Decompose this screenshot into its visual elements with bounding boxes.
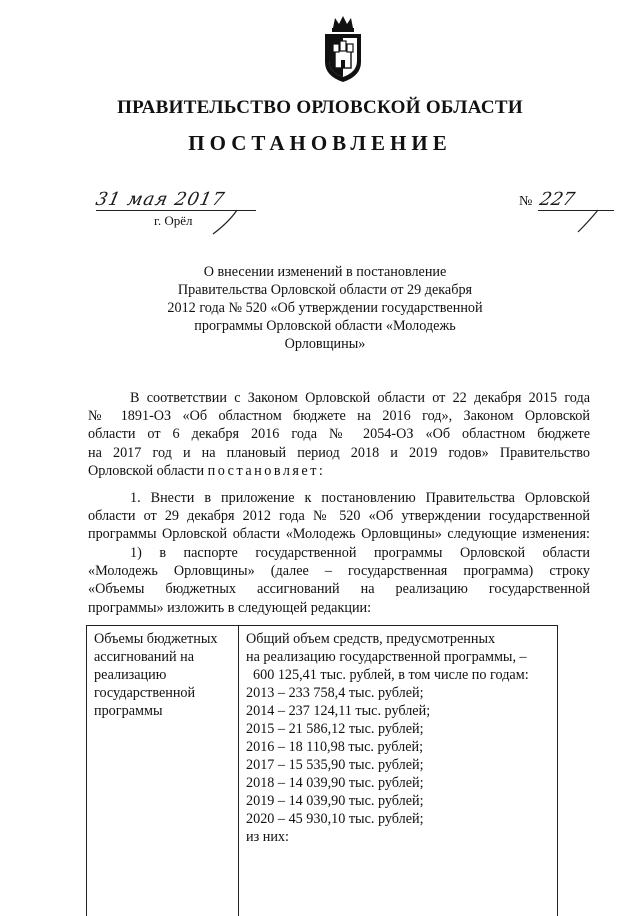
cell-line: на реализацию государственной программы, – <box>246 649 527 665</box>
orel-region-coat-of-arms-icon <box>321 14 365 84</box>
cell-line: 2013 – 233 758,4 тыс. рублей; <box>246 685 424 701</box>
cell-line: реализацию <box>94 667 167 683</box>
document-subject <box>140 263 510 353</box>
cell-line: 2019 – 14 039,90 тыс. рублей; <box>246 793 424 809</box>
cell-line: 2018 – 14 039,90 тыс. рублей; <box>246 775 424 791</box>
subject-line: Орловщины» <box>284 336 366 352</box>
resolves-word: постановляет: <box>207 462 326 479</box>
cell-line: Объемы бюджетных <box>94 631 218 647</box>
cell-line: 2020 – 45 930,10 тыс. рублей; <box>246 811 424 827</box>
paragraph-line: программы Орловской области «Молодежь Орловщины» следующие изменения: <box>88 526 590 543</box>
sub-clause-1-paragraph <box>88 544 590 617</box>
cell-line: 2017 – 15 535,90 тыс. рублей; <box>246 757 424 773</box>
clause-1-paragraph <box>88 489 590 544</box>
paragraph-line <box>88 462 590 480</box>
table-label-cell <box>87 626 239 916</box>
government-title: ПРАВИТЕЛЬСТВО ОРЛОВСКОЙ ОБЛАСТИ <box>117 97 523 118</box>
cell-line: из них: <box>246 829 289 845</box>
paragraph-line: № 1891-ОЗ «Об областном бюджете на 2016 год», Законом Орловской <box>88 408 590 425</box>
cell-line: 600 125,41 тыс. рублей, в том числе по годам: <box>253 667 529 683</box>
subject-line: программы Орловской области «Молодежь <box>194 318 456 334</box>
number-label: № <box>519 194 533 209</box>
document-type-title: ПОСТАНОВЛЕНИЕ <box>188 131 452 155</box>
paragraph-line: В соответствии с Законом Орловской области от 22 декабря 2015 года <box>130 390 590 406</box>
handwritten-number: 227 <box>537 189 577 210</box>
city-label: г. Орёл <box>154 213 193 228</box>
preamble-paragraph <box>88 389 590 480</box>
cell-line: программы <box>94 703 163 719</box>
table-value-cell <box>239 626 557 916</box>
paragraph-line: на 2017 год и на плановый период 2018 и 2019 годов» Правительство <box>88 444 590 461</box>
cell-line: государственной <box>94 685 196 701</box>
paragraph-line: «Объемы бюджетных ассигнований на реализацию государственной <box>88 581 590 598</box>
cell-line: ассигнований на <box>94 649 195 665</box>
cell-line: 2015 – 21 586,12 тыс. рублей; <box>246 721 424 737</box>
subject-line: Правительства Орловской области от 29 декабря <box>177 282 473 298</box>
paragraph-line: программы» изложить в следующей редакции: <box>88 599 372 616</box>
handwritten-date: 31 мая 2017 <box>93 189 227 210</box>
pen-stroke-decoration <box>207 208 243 236</box>
paragraph-line-text: Орловской области <box>88 462 208 479</box>
budget-table <box>86 625 558 916</box>
paragraph-line: области от 6 декабря 2016 года № 2054-ОЗ «Об областном бюджете <box>88 426 590 443</box>
subject-line: 2012 года № 520 «Об утверждении государственной <box>167 300 483 316</box>
subject-line: О внесении изменений в постановление <box>203 264 447 280</box>
cell-line: 2016 – 18 110,98 тыс. рублей; <box>246 739 424 755</box>
paragraph-line: «Молодежь Орловщины» (далее – государственная программа) строку <box>88 563 590 580</box>
cell-line: Общий объем средств, предусмотренных <box>246 631 496 647</box>
pen-stroke-decoration <box>572 208 602 234</box>
cell-line: 2014 – 237 124,11 тыс. рублей; <box>246 703 431 719</box>
paragraph-line: 1) в паспорте государственной программы Орловской области <box>130 545 590 561</box>
paragraph-line: 1. Внести в приложение к постановлению Правительства Орловской <box>130 490 590 506</box>
paragraph-line: области от 29 декабря 2012 года № 520 «Об утверждении государственной <box>88 508 590 525</box>
